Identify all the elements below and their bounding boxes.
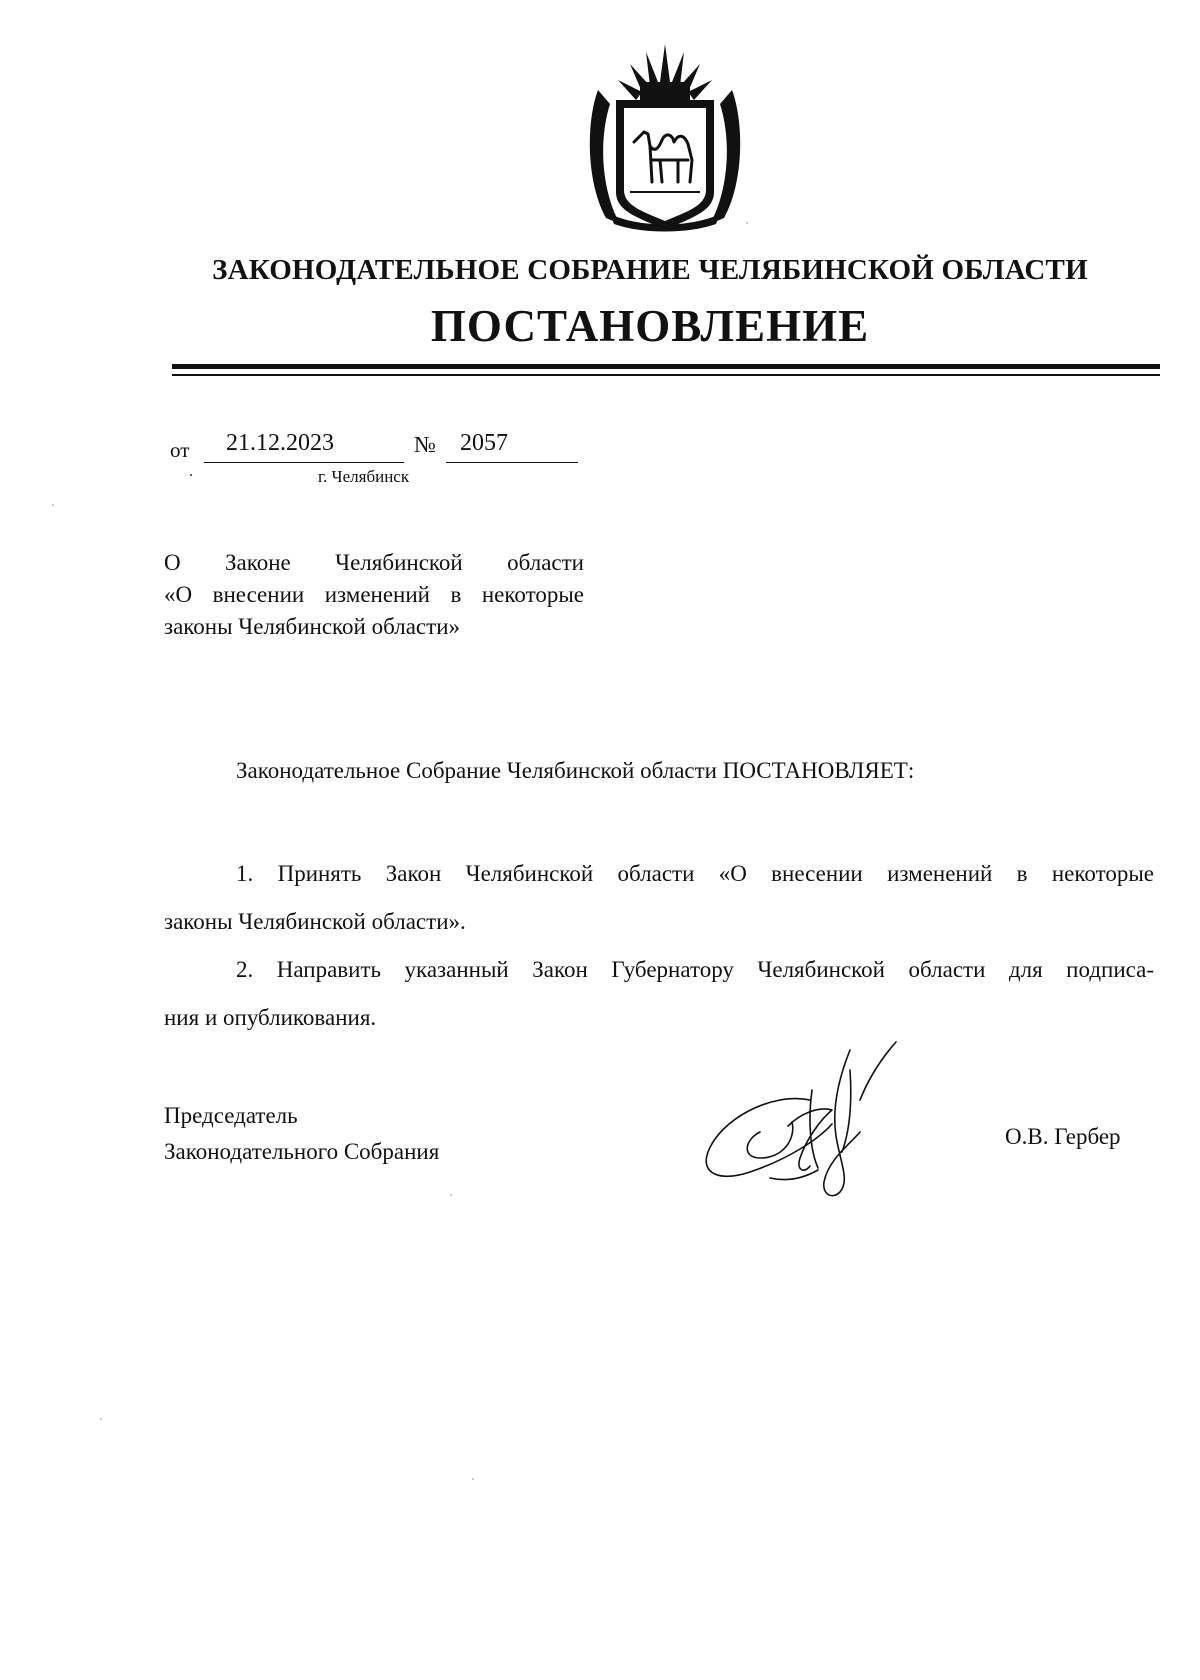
signatory-position-line: Председатель bbox=[164, 1103, 298, 1128]
resolution-item-1 bbox=[164, 850, 1154, 946]
number-underline bbox=[446, 462, 578, 463]
signatory-position bbox=[164, 1098, 439, 1170]
signatory-name: О.В. Гербер bbox=[1005, 1124, 1121, 1149]
item-1-line-2: законы Челябинской области». bbox=[164, 909, 466, 934]
number-label: № bbox=[414, 432, 436, 457]
coat-of-arms-icon bbox=[580, 42, 750, 234]
document-type-title: ПОСТАНОВЛЕНИЕ bbox=[430, 301, 870, 351]
resolution-item-2 bbox=[164, 946, 1154, 1042]
subject-line: законы Челябинской области» bbox=[164, 614, 461, 639]
date-label: от bbox=[170, 438, 190, 462]
item-2-line-1: 2. Направить указанный Закон Губернатору Челябинской области для подписа- bbox=[236, 957, 1154, 982]
scan-speck bbox=[52, 504, 54, 506]
signatory-position-line: Законодательного Собрания bbox=[164, 1139, 440, 1164]
header-divider-thin bbox=[172, 374, 1160, 376]
item-2-line-2: ния и опубликования. bbox=[164, 1005, 377, 1030]
scan-speck bbox=[472, 1478, 474, 1480]
handwritten-signature-icon bbox=[700, 1040, 920, 1200]
scan-speck bbox=[450, 1194, 452, 1196]
document-city: г. Челябинск bbox=[318, 467, 410, 486]
subject-line: О Законе Челябинской области bbox=[164, 550, 584, 575]
document-number: 2057 bbox=[460, 430, 508, 456]
document-subject bbox=[164, 547, 584, 643]
scan-speck bbox=[746, 222, 748, 224]
scan-speck bbox=[100, 1418, 102, 1420]
organization-title: ЗАКОНОДАТЕЛЬНОЕ СОБРАНИЕ ЧЕЛЯБИНСКОЙ ОБЛАСТИ bbox=[212, 254, 1088, 286]
date-underline bbox=[204, 462, 404, 463]
item-1-line-1: 1. Принять Закон Челябинской области «О внесении изменений в некоторые bbox=[236, 861, 1154, 886]
document-date: 21.12.2023 bbox=[226, 430, 334, 456]
header-divider-thick bbox=[172, 364, 1160, 369]
resolution-statement: Законодательное Собрание Челябинской области ПОСТАНОВЛЯЕТ: bbox=[236, 758, 915, 783]
scan-speck bbox=[190, 474, 192, 476]
subject-line: «О внесении изменений в некоторые bbox=[164, 582, 584, 607]
